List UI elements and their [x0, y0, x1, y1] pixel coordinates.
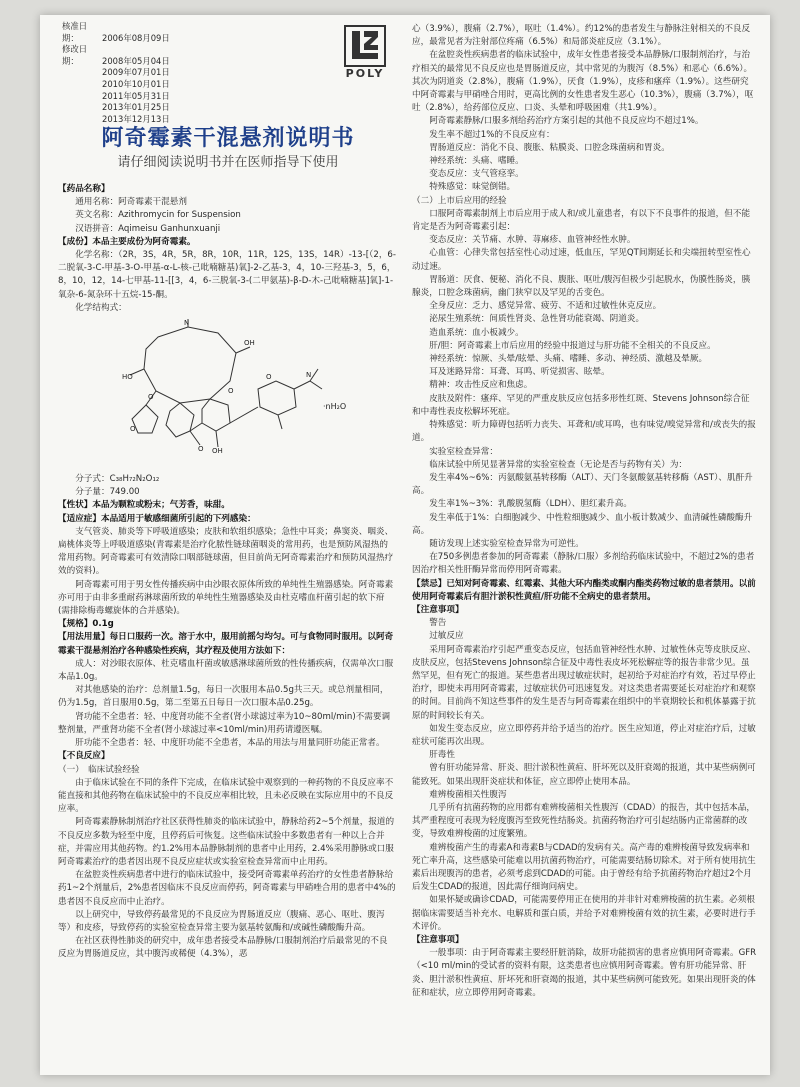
- cdad-heading: 难辨梭菌相关性腹泻: [429, 789, 507, 800]
- lab-item: 发生率4%~6%：丙氨酸氨基转移酶（ALT）、天门冬氨酸氨基转移酶（AST）、肌酐升高。: [412, 472, 753, 497]
- section-heading-usage: 【用法用量】每日口服药一次。溶于水中，服用前摇匀均匀。可与食物同时服用。以阿奇霉素干混悬剂治疗各种感染性疾病，其疗程及使用方法如下：: [58, 632, 394, 656]
- adverse-pid-paragraph: 在盆腔炎性疾病患者的临床试验中，成年女性患者接受本品静脉/口服制剂治疗，与治疗相关的最常见不良反应也是胃肠道反应，其中常见的为腹泻（8.5%）和恶心（6.6%）。其次为阴道炎（2.8%），腹痛（1.9%），厌食（1.9%），皮疹和瘙痒（1.9%）。这些研究中阿奇霉素与甲硝唑合用时，更高比例的女性患者发生恶心（10.3%），腹痛（3.7%），呕吐（2.8%），给药部位反应、口炎、头晕和呼吸困难（共1.9%）。: [412, 50, 754, 114]
- cdad-paragraph-3: 如果怀疑或确诊CDAD，可能需要停用正在使用的并非针对难辨梭菌的抗生素。必须根据临床需要适当补充水、电解质和蛋白质，并给予对难辨梭菌有效的抗生素，必要时进行手术评价。: [412, 895, 756, 932]
- usage-adult: 成人：对沙眼衣原体、杜克嗜血杆菌或敏感淋球菌所致的性传播疾病，仅需单次口服本品1.0g。: [58, 658, 394, 683]
- notes-paragraph: 一般事项：由于阿奇霉素主要经肝脏消除，故肝功能损害的患者应慎用阿奇霉素。GFR（<10 ml/min的受试者的资料有限，这类患者也应慎用阿奇霉素。曾有肝功能异常、肝炎、胆汁淤积性黄疸、肝坏死和肝衰竭的报道，其中某些病例可能致死。如果出现肝炎的体征和症状，应立即停用阿奇霉素。: [412, 948, 757, 998]
- section-heading-composition: 【成份】本品主要成份为阿奇霉素。: [58, 236, 196, 247]
- postmarketing-item: 全身反应：乏力、感觉异常、疲劳、不适和过敏性休克反应。: [429, 301, 662, 312]
- usage-other: 对其他感染的治疗：总剂量1.5g，每日一次服用本品0.5g共三天。或总剂量相同，仍为1.5g，首日服用0.5g，第二至第五日每日一次口服本品0.25g。: [58, 685, 389, 709]
- indication-paragraph-2: 阿奇霉素可用于男女性传播疾病中由沙眼衣原体所致的单纯性生殖器感染。阿奇霉素亦可用于由非多重耐药淋球菌所致的单纯性生殖器感染及由杜克嗜血杆菌引起的软下疳(需排除梅毒螺旋体的合并感染)。: [58, 579, 394, 617]
- right-column: [412, 23, 757, 1000]
- low-incidence-item: 胃肠道反应：消化不良、腹胀、粘膜炎、口腔念珠菌病和胃炎。: [429, 142, 670, 153]
- svg-text:O: O: [266, 373, 272, 382]
- postmarketing-item: 造血系统：血小板减少。: [429, 327, 524, 338]
- left-column: [58, 183, 396, 962]
- english-name: 英文名称：Azithromycin for Suspension: [75, 210, 241, 221]
- pinyin-name: 汉语拼音：Aqimeisu Ganhunxuanji: [75, 223, 221, 234]
- adverse-continued: 心（3.9%），腹痛（2.7%），呕吐（1.4%）。约12%的患者发生与静脉注射相关的不良反应，最常见者为注射部位疼痛（6.5%）和局部炎症反应（3.1%）。: [412, 24, 751, 48]
- low-incidence-item: 神经系统：头痛、嗜睡。: [429, 156, 524, 167]
- document-subtitle: 请仔细阅读说明书并在医师指导下使用: [117, 155, 339, 170]
- hepatotoxicity-paragraph: 曾有肝功能异常、肝炎、胆汁淤积性黄疸、肝坏死以及肝衰竭的报道，其中某些病例可能致死。如果出现肝炎症状和体征，应立即停止使用本品。: [412, 763, 756, 787]
- azithromycin-structure-diagram: [118, 319, 348, 469]
- poly-logo-icon: [344, 25, 386, 67]
- adverse-paragraph-4: 以上研究中，导致停药最常见的不良反应为胃肠道反应（腹痛、恶心、呕吐、腹泻等）和皮疹，导致停药的实验室检查异常主要为氨基转氨酶和/或碱性磷酸酶升高。: [58, 909, 385, 933]
- postmarketing-item: 精神：攻击性反应和焦虑。: [429, 380, 533, 391]
- adverse-subheading: （一） 临床试验经验: [58, 764, 140, 775]
- svg-text:HO: HO: [122, 373, 133, 382]
- date-row: 2010年10月01日: [102, 78, 170, 89]
- date-row: 2011年05月31日: [102, 90, 170, 101]
- usage-hepatic: 肝功能不全患者：轻、中度肝功能不全患者，本品的用法与用量同肝功能正常者。: [75, 738, 385, 749]
- hydrate-label: ·nH₂O: [323, 402, 347, 412]
- lab-item: 随访发现上述实验室检查异常为可逆性。: [429, 538, 584, 549]
- postmarketing-item: 神经系统：惊厥、头晕/眩晕、头痛、嗜睡、多动、神经质、激越及晕厥。: [429, 354, 708, 365]
- date-row: 2013年01月25日: [102, 102, 170, 113]
- svg-text:N: N: [306, 371, 312, 380]
- postmarketing-item: 耳及迷路异常：耳聋、耳鸣、听觉损害、眩晕。: [429, 367, 610, 378]
- package-insert-sheet: [40, 15, 770, 1075]
- svg-text:OH: OH: [212, 447, 223, 456]
- allergy-paragraph-2: 如发生变态反应，应立即停药并给予适当的治疗。医生应知道，停止对症治疗后，过敏症状可能再次出现。: [412, 723, 756, 747]
- svg-text:O: O: [198, 445, 204, 454]
- postmarketing-heading: （二）上市后应用的经验: [412, 195, 507, 206]
- usage-renal: 肾功能不全患者：轻、中度肾功能不全者(肾小球滤过率为10~80ml/min)不需要调整剂量，严重肾功能不全者(肾小球滤过率<10ml/min)用药请遵医嘱。: [58, 711, 391, 735]
- chemical-structure: [58, 319, 396, 469]
- postmarketing-item: 胃肠道：厌食、便秘、消化不良、腹胀、呕吐/腹泻但极少引起脱水，伪膜性肠炎，胰腺炎，口腔念珠菌病，幽门狭窄以及罕见的舌变色。: [412, 274, 751, 299]
- allergy-heading: 过敏反应: [429, 631, 464, 642]
- postmarketing-item: 心血管：心律失常包括室性心动过速，低血压，罕见QT间期延长和尖端扭转型室性心动过速。: [412, 248, 751, 272]
- postmarketing-item: 肝/胆：阿奇霉素上市后应用的经验中报道过与肝功能不全相关的不良反应。: [429, 340, 716, 351]
- molecular-weight: 分子量：749.00: [75, 487, 140, 498]
- postmarketing-item: 实验室检查异常：: [429, 446, 498, 457]
- postmarketing-item: 变态反应：关节痛、水肿、荨麻疹、血管神经性水肿。: [429, 235, 636, 246]
- date-row: 2009年07月01日: [102, 67, 170, 78]
- postmarketing-item: 皮肤及附件：瘙痒、罕见的严重皮肤反应包括多形性红斑、Stevens Johnson综合征和中毒性表皮松解坏死症。: [412, 393, 750, 417]
- date-row: 核准日期： 2006年08月09日: [62, 21, 170, 43]
- adverse-paragraph-2: 阿奇霉素静脉制剂治疗社区获得性肺炎的临床试验中，静脉给药2~5个剂量，报道的不良反应多数为轻至中度，且停药后可恢复。这些临床试验中多数患者有一种以上合并症，并需应用其他药物。约1.2%用本品静脉制剂的患者中止用药，2.4%采用静脉或口服阿奇霉素治疗的患者因出现不良反应症状或实验室检查异常而中止用药。: [58, 817, 395, 867]
- section-contraindications: 【禁忌】已知对阿奇霉素、红霉素、其他大环内酯类或酮内酯类药物过敏的患者禁用。以前使用阿奇霉素后有胆汁淤积性黄疸/肝功能不全病史的患者禁用。: [412, 578, 756, 602]
- date-row: 修改日期： 2008年05月04日: [62, 44, 170, 66]
- section-heading-precautions: 【注意事项】: [412, 604, 464, 615]
- chemical-name: 化学名称：（2R，3S，4R，5R，8R，10R，11R，12S，13S，14R）-13-[（2，6-二脱氧-3-C-甲基-3-O-甲基-α-L-核-己吡喃糖基)氧]-2-乙基-3，4，10-三羟基-3，5，6，8，10，12，14-七甲基-11-[[3，4，6-三脱氧-3-(二甲氨基)-β-D-木-己吡喃糖基]氧]-1-氧杂-6-氮杂环十五烷-15-酮。: [58, 250, 396, 300]
- section-heading-name: 【药品名称】: [58, 184, 110, 194]
- warning-subheading: 警告: [429, 618, 447, 629]
- section-heading-notes: 【注意事项】: [412, 935, 464, 946]
- svg-text:O: O: [130, 425, 136, 434]
- adverse-paragraph-1: 由于临床试验在不同的条件下完成，在临床试验中观察到的一种药物的不良反应率不能直接和其他药物在临床试验中的不良反应率相比较，且未必反映在实际应用中的不良反应率。: [58, 777, 394, 815]
- cdad-paragraph-1: 几乎所有抗菌药物的应用都有难辨梭菌相关性腹泻（CDAD）的报告，其中包括本品，其严重程度可表现为轻度腹泻至致死性结肠炎。抗菌药物治疗可引起结肠内正常菌群的改变，导致难辨梭菌的过度繁殖。: [412, 802, 755, 840]
- section-specification: 【规格】0.1g: [58, 619, 114, 630]
- postmarketing-item: 泌尿生殖系统：间质性肾炎、急性肾功能衰竭、阴道炎。: [429, 314, 645, 325]
- document-title: 阿奇霉素干混悬剂说明书: [101, 126, 355, 151]
- low-incidence-heading: 发生率不超过1%的不良反应有：: [429, 129, 555, 140]
- lab-item: 发生率低于1%：白细胞减少、中性粒细胞减少、血小板计数减少、血清碱性磷酸酶升高。: [412, 512, 753, 536]
- svg-text:O: O: [228, 387, 234, 396]
- date-row: 2013年12月13日: [102, 113, 170, 124]
- molecular-formula: 分子式：C₃₈H₇₂N₂O₁₂: [75, 474, 160, 485]
- revision-dates: [62, 21, 170, 125]
- svg-text:N: N: [184, 319, 190, 328]
- adverse-other-paragraph: 阿奇霉素静脉/口服多剂给药治疗方案引起的其他不良反应均不超过1%。: [429, 116, 704, 127]
- svg-text:O: O: [148, 393, 154, 402]
- brand-name: POLY: [345, 67, 385, 80]
- allergy-paragraph-1: 采用阿奇霉素治疗引起严重变态反应，包括血管神经性水肿、过敏性休克等皮肤反应、皮肤反应，包括Stevens Johnson综合征及中毒性表皮坏死松解症等的报告非常少见。虽然罕见，但有死亡的报道。某些患者出现过敏症状时，起初给予对症治疗有效，若过早停止治疗，即使未再用阿奇霉素，过敏症状仍可迅速复发。对这类患者需要延长对症治疗和观察的时间。目前尚不知这些事件的发生是否与阿奇霉素在组织中的半衰期较长和机体暴露于抗原的时间较长有关。: [412, 644, 756, 721]
- adverse-paragraph-3: 在盆腔炎性疾病患者中进行的临床试验中，接受阿奇霉素单药治疗的女性患者静脉给药1~2个剂量后，2%患者因临床不良反应而停药，阿奇霉素与甲硝唑合用的患者中4%的患者因不良反应而中止治疗。: [58, 870, 396, 907]
- section-heading-adverse: 【不良反应】: [58, 751, 110, 762]
- section-heading-indication: 【适应症】本品适用于敏感细菌所引起的下列感染：: [58, 513, 256, 524]
- structure-label: 化学结构式：: [75, 302, 127, 313]
- svg-text:OH: OH: [244, 339, 255, 348]
- adverse-paragraph-5: 在社区获得性肺炎的研究中，成年患者接受本品静脉/口服制剂治疗后最常见的不良反应为胃肠道反应，其中腹泻或稀便（4.3%），恶: [58, 936, 388, 960]
- postmarketing-item: 临床试验中所见显著异常的实验室检查（无论是否与药物有关）为：: [429, 459, 688, 470]
- lab-item: 发生率1%~3%：乳酸脱氢酶（LDH）、胆红素升高。: [429, 499, 632, 510]
- low-incidence-item: 特殊感觉：味觉倒错。: [429, 182, 516, 193]
- lab-summary: 在750多例患者参加的阿奇霉素（静脉/口服）多剂给药临床试验中，不超过2%的患者因治疗相关性肝酶异常而停用阿奇霉素。: [412, 552, 755, 576]
- hepatotoxicity-heading: 肝毒性: [429, 750, 455, 761]
- poly-logo: [330, 25, 400, 80]
- low-incidence-item: 变态反应：支气管痉挛。: [429, 169, 524, 180]
- section-character: 【性状】本品为颗粒或粉末；气芳香，味甜。: [58, 500, 230, 511]
- cdad-paragraph-2: 难辨梭菌产生的毒素A和毒素B与CDAD的发病有关。高产毒的难辨梭菌导致发病率和死亡率升高，这些感染可能难以用抗菌药物治疗，可能需要结肠切除术。对于所有使用抗生素后出现腹泻的患者，必须考虑到CDAD的可能。由于曾经有给予抗菌药物治疗超过2个月后发生CDAD的报道，因此需仔细询问病史。: [412, 842, 756, 893]
- indication-paragraph-1: 支气管炎、肺炎等下呼吸道感染；皮肤和软组织感染；急性中耳炎；鼻窦炎、咽炎、扁桃体炎等上呼吸道感染(青霉素是治疗化脓性链球菌咽炎的常用药，也是预防风湿热的常用药物。阿奇霉素可有效清除口咽部链球菌，但目前尚无阿奇霉素治疗和预防风湿热疗效的资料)。: [58, 526, 394, 577]
- postmarketing-intro: 口服阿奇霉素制剂上市后应用于成人和/或儿童患者，有以下不良事件的报道，但不能肯定是否为阿奇霉素引起：: [412, 208, 751, 233]
- postmarketing-item: 特殊感觉：听力障碍包括听力丧失、耳聋和/或耳鸣，也有味觉/嗅觉异常和/或丧失的报道。: [412, 420, 756, 444]
- generic-name: 通用名称：阿奇霉素干混悬剂: [75, 197, 187, 208]
